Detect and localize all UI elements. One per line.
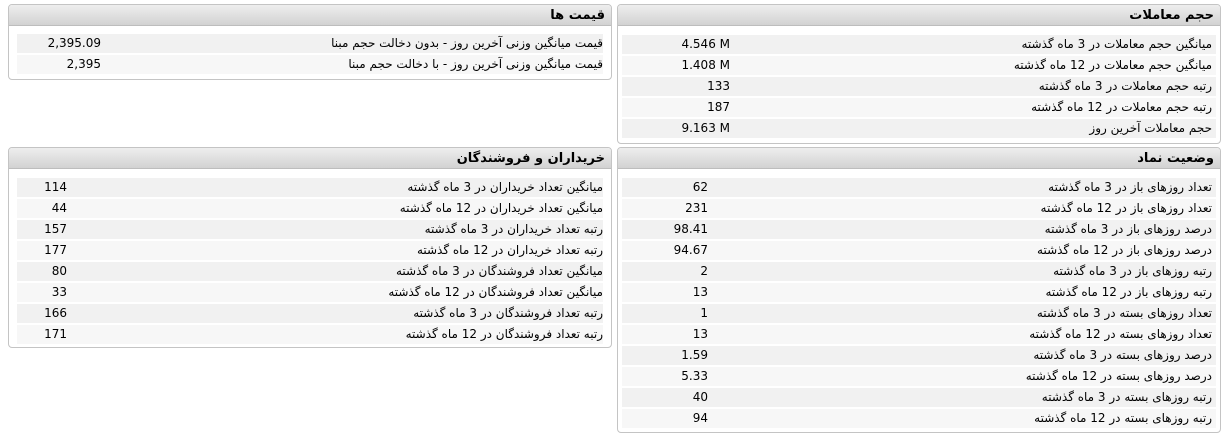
row-label: درصد روزهای بسته در 3 ماه گذشته [1033, 348, 1212, 362]
table-row [618, 408, 1220, 429]
row-label: رتبه روزهای باز در 12 ماه گذشته [1045, 285, 1212, 299]
row-label: رتبه روزهای بسته در 12 ماه گذشته [1034, 411, 1212, 425]
row-label: درصد روزهای باز در 12 ماه گذشته [1037, 243, 1212, 257]
row-value: 5.33 [681, 369, 708, 383]
row-value: 133 [707, 79, 730, 93]
buyers-sellers-rows [9, 169, 611, 345]
prices-panel [8, 4, 612, 80]
row-label: رتبه تعداد خریداران در 3 ماه گذشته [424, 222, 603, 236]
table-row [618, 387, 1220, 408]
table-row [9, 303, 611, 324]
row-label: تعداد روزهای بسته در 12 ماه گذشته [1029, 327, 1212, 341]
row-label: رتبه روزهای باز در 3 ماه گذشته [1053, 264, 1212, 278]
row-label: میانگین تعداد خریداران در 3 ماه گذشته [407, 180, 603, 194]
table-row [9, 54, 611, 75]
row-label: میانگین حجم معاملات در 3 ماه گذشته [1021, 37, 1212, 51]
table-row [9, 177, 611, 198]
row-label: رتبه تعداد فروشندگان در 3 ماه گذشته [413, 306, 603, 320]
row-label: میانگین تعداد فروشندگان در 12 ماه گذشته [388, 285, 603, 299]
row-value: 9.163 M [681, 121, 730, 135]
row-value: 13 [692, 285, 708, 299]
row-value: 44 [51, 201, 67, 215]
row-value: 1.59 [681, 348, 708, 362]
row-label: میانگین تعداد خریداران در 12 ماه گذشته [399, 201, 603, 215]
row-value: 166 [44, 306, 67, 320]
row-value: 1 [700, 306, 708, 320]
table-row [9, 240, 611, 261]
buyers-sellers-panel-title: خریداران و فروشندگان [9, 148, 611, 169]
prices-panel-title: قیمت ها [9, 5, 611, 26]
row-label: حجم معاملات آخرین روز [1089, 121, 1212, 135]
table-row [618, 303, 1220, 324]
row-label: تعداد روزهای بسته در 3 ماه گذشته [1036, 306, 1212, 320]
table-row [9, 282, 611, 303]
table-row [618, 324, 1220, 345]
symbol-status-panel-title: وضعیت نماد [618, 148, 1220, 169]
row-value: 62 [692, 180, 708, 194]
row-value: 177 [44, 243, 67, 257]
table-row [9, 33, 611, 54]
volume-panel-title: حجم معاملات [618, 5, 1220, 26]
row-label: رتبه روزهای بسته در 3 ماه گذشته [1041, 390, 1212, 404]
table-row [9, 261, 611, 282]
table-row [618, 240, 1220, 261]
table-row [618, 366, 1220, 387]
row-value: 157 [44, 222, 67, 236]
table-row [618, 55, 1220, 76]
prices-rows [9, 26, 611, 75]
row-value: 171 [44, 327, 67, 341]
table-row [618, 34, 1220, 55]
table-row [618, 118, 1220, 139]
table-row [9, 324, 611, 345]
row-label: تعداد روزهای باز در 3 ماه گذشته [1048, 180, 1212, 194]
row-value: 98.41 [673, 222, 708, 236]
table-row [618, 261, 1220, 282]
row-value: 94.67 [673, 243, 708, 257]
table-row [618, 76, 1220, 97]
row-value: 13 [692, 327, 708, 341]
row-value: 187 [707, 100, 730, 114]
table-row [9, 198, 611, 219]
symbol-status-rows [618, 169, 1220, 429]
row-label: درصد روزهای باز در 3 ماه گذشته [1044, 222, 1212, 236]
table-row [618, 282, 1220, 303]
row-label: قیمت میانگین وزنی آخرین روز - با دخالت حجم مبنا [348, 57, 603, 71]
table-row [9, 219, 611, 240]
row-value: 1.408 M [681, 58, 730, 72]
table-row [618, 345, 1220, 366]
row-value: 231 [685, 201, 708, 215]
buyers-sellers-panel [8, 147, 612, 348]
row-value: 114 [44, 180, 67, 194]
table-row [618, 177, 1220, 198]
row-label: رتبه حجم معاملات در 12 ماه گذشته [1031, 100, 1212, 114]
row-label: میانگین تعداد فروشندگان در 3 ماه گذشته [395, 264, 603, 278]
table-row [618, 219, 1220, 240]
row-label: میانگین حجم معاملات در 12 ماه گذشته [1013, 58, 1212, 72]
row-value: 94 [692, 411, 708, 425]
row-label: رتبه تعداد فروشندگان در 12 ماه گذشته [405, 327, 603, 341]
table-row [618, 198, 1220, 219]
row-value: 4.546 M [681, 37, 730, 51]
row-label: درصد روزهای بسته در 12 ماه گذشته [1025, 369, 1212, 383]
symbol-status-panel [617, 147, 1221, 433]
volume-rows [618, 26, 1220, 139]
row-value: 2 [700, 264, 708, 278]
volume-panel [617, 4, 1221, 144]
row-value: 40 [692, 390, 708, 404]
row-label: رتبه تعداد خریداران در 12 ماه گذشته [416, 243, 603, 257]
row-value: 33 [51, 285, 67, 299]
row-value: 2,395 [66, 57, 101, 71]
row-label: رتبه حجم معاملات در 3 ماه گذشته [1038, 79, 1212, 93]
row-label: قیمت میانگین وزنی آخرین روز - بدون دخالت حجم مبنا [331, 36, 603, 50]
row-value: 80 [51, 264, 67, 278]
table-row [618, 97, 1220, 118]
row-value: 2,395.09 [47, 36, 101, 50]
row-label: تعداد روزهای باز در 12 ماه گذشته [1040, 201, 1212, 215]
